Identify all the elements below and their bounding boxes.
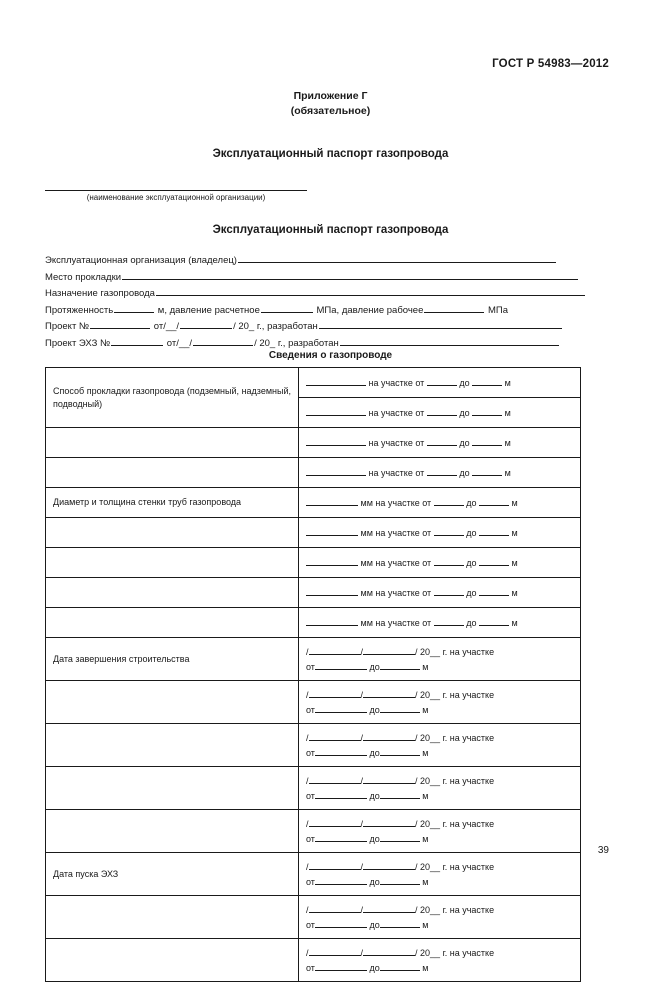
date-month-blank[interactable] (360, 730, 415, 743)
segment-from-blank[interactable] (315, 831, 367, 842)
segment-to: до (369, 877, 380, 887)
date-mask-start: / (306, 690, 309, 700)
date-mask-mid: / (360, 733, 364, 743)
table-row (46, 724, 581, 767)
row-value-laying-method (299, 368, 581, 398)
ecp-project-number-blank[interactable] (111, 334, 163, 346)
row-value-construction-date (299, 724, 581, 767)
date-mask-end: / 20__ (415, 690, 441, 700)
value-to-blank[interactable] (479, 615, 509, 626)
date-mask-mid: / (360, 647, 364, 657)
length-label: Протяженность (45, 304, 114, 316)
field-label: Место прокладки (45, 271, 122, 283)
table-row (46, 548, 581, 578)
value-mid: на участке от (375, 618, 432, 628)
segment-from-blank[interactable] (315, 917, 367, 928)
segment-to: до (369, 705, 380, 715)
segment-to: до (369, 662, 380, 672)
design-pressure-label: давление расчетное (169, 304, 260, 316)
table-row (46, 428, 581, 458)
segment-to-blank[interactable] (380, 960, 420, 971)
segment-from: от (306, 963, 315, 973)
row-value-laying-method (299, 458, 581, 488)
date-mask-start: / (306, 905, 309, 915)
segment-to-blank[interactable] (380, 745, 420, 756)
working-pressure-blank[interactable] (424, 301, 484, 313)
row-value-diameter (299, 608, 581, 638)
segment-from: от (306, 834, 315, 844)
annex-subtitle: (обязательное) (290, 105, 371, 117)
date-mask-end: / 20__ (415, 948, 441, 958)
row-value-diameter (299, 548, 581, 578)
value-mid: на участке от (368, 408, 425, 418)
date-day-blank[interactable] (309, 816, 361, 827)
table-row (46, 638, 581, 681)
row-label-empty (46, 428, 299, 458)
date-mask-mid: / (360, 776, 364, 786)
field-label: Назначение газопровода (45, 288, 155, 299)
value-to-blank[interactable] (472, 435, 502, 446)
segment-line (306, 874, 573, 889)
segment-unit: м (422, 877, 429, 887)
field-project-number (45, 317, 581, 334)
date-year-suffix: г. на участке (442, 905, 495, 915)
ecp-project-year-prefix: / 20_ (254, 337, 276, 349)
segment-from-blank[interactable] (315, 702, 367, 713)
segment-to-blank[interactable] (380, 659, 420, 670)
length-unit: м, (157, 304, 167, 316)
value-from-blank[interactable] (434, 615, 464, 626)
row-value-laying-method (299, 428, 581, 458)
date-year-suffix: г. на участке (442, 690, 495, 700)
value-blank[interactable] (306, 435, 366, 446)
standard-number-header: ГОСТ Р 54983—2012 (492, 58, 609, 70)
value-from-blank[interactable] (427, 375, 457, 386)
pipeline-info-table (45, 367, 581, 982)
table-row (46, 853, 581, 896)
value-to-blank[interactable] (479, 525, 509, 536)
working-pressure-label: давление рабочее (341, 304, 424, 316)
value-from-blank[interactable] (434, 585, 464, 596)
value-blank[interactable] (306, 375, 366, 386)
working-pressure-unit: МПа (488, 304, 509, 316)
ecp-project-from-label: от (166, 337, 177, 349)
date-day-blank[interactable] (309, 730, 361, 741)
value-blank[interactable] (306, 495, 358, 506)
date-mask-mid: / (360, 690, 364, 700)
date-year-suffix: г. на участке (442, 776, 495, 786)
annex-heading (0, 89, 661, 119)
length-blank[interactable] (114, 301, 154, 313)
value-to-blank[interactable] (479, 495, 509, 506)
design-pressure-blank[interactable] (261, 301, 313, 313)
value-blank[interactable] (306, 555, 358, 566)
date-mask-start: / (306, 733, 309, 743)
date-mask-start: / (306, 647, 309, 657)
date-day-blank[interactable] (309, 687, 361, 698)
date-mask-end: / 20__ (415, 733, 441, 743)
date-mask-end: / 20__ (415, 905, 441, 915)
row-label-empty (46, 548, 299, 578)
segment-line (306, 702, 573, 717)
date-year-suffix: г. на участке (442, 647, 495, 657)
annex-title: Приложение Г (293, 90, 368, 102)
date-year-suffix: г. на участке (442, 819, 495, 829)
segment-to: до (369, 963, 380, 973)
project-year-prefix: / 20_ (233, 321, 255, 332)
field-route-location (45, 268, 581, 285)
organization-caption: (наименование эксплуатационной организации) (86, 193, 266, 202)
field-pipeline-purpose (45, 284, 581, 301)
project-author-blank[interactable] (319, 317, 562, 329)
segment-from: от (306, 877, 315, 887)
row-value-construction-date (299, 638, 581, 681)
value-to: до (466, 528, 477, 538)
row-label-empty (46, 608, 299, 638)
row-value-construction-date (299, 767, 581, 810)
ecp-project-year-suffix: г., разработан (277, 337, 339, 349)
design-pressure-unit: МПа, (316, 304, 340, 316)
row-value-ecp-date (299, 896, 581, 939)
value-to: до (466, 558, 477, 568)
value-unit: м (511, 618, 518, 628)
value-mid: на участке от (368, 378, 425, 388)
field-length-and-pressure (45, 301, 581, 318)
value-to-blank[interactable] (472, 405, 502, 416)
field-blank[interactable] (122, 268, 578, 280)
date-month-blank[interactable] (360, 687, 415, 700)
segment-unit: м (422, 963, 429, 973)
field-blank[interactable] (156, 284, 585, 296)
value-blank[interactable] (306, 615, 358, 626)
row-label-construction-completion-date: Дата завершения строительства (46, 638, 299, 681)
value-blank[interactable] (306, 465, 366, 476)
value-blank[interactable] (306, 525, 358, 536)
date-mask-end: / 20__ (415, 776, 441, 786)
project-label: Проект № (45, 321, 90, 332)
row-label-empty (46, 518, 299, 548)
date-month-blank[interactable] (360, 773, 415, 786)
segment-unit: м (422, 748, 429, 758)
segment-from-blank[interactable] (315, 874, 367, 885)
date-mask-start: / (306, 776, 309, 786)
project-year-suffix: г., разработан (256, 321, 318, 332)
field-operating-organization (45, 251, 581, 268)
value-to-blank[interactable] (479, 585, 509, 596)
table-row (46, 458, 581, 488)
date-day-blank[interactable] (309, 945, 361, 956)
row-label-diameter-wall: Диаметр и толщина стенки труб газопровода (46, 488, 299, 518)
date-month-blank[interactable] (360, 945, 415, 958)
value-unit: м (511, 528, 518, 538)
segment-to-blank[interactable] (380, 917, 420, 928)
date-day-blank[interactable] (309, 644, 361, 655)
segment-to: до (369, 791, 380, 801)
value-from-blank[interactable] (434, 555, 464, 566)
page-number: 39 (597, 845, 609, 856)
table-caption: Сведения о газопроводе (268, 350, 393, 361)
value-from-blank[interactable] (434, 495, 464, 506)
segment-from: от (306, 748, 315, 758)
segment-unit: м (422, 920, 429, 930)
segment-line (306, 917, 573, 932)
passport-title: Эксплуатационный паспорт газопровода (212, 224, 449, 236)
row-label-empty (46, 939, 299, 982)
segment-line (306, 745, 573, 760)
table-row (46, 810, 581, 853)
segment-unit: м (422, 791, 429, 801)
date-mask-mid: / (360, 948, 364, 958)
segment-to-blank[interactable] (380, 702, 420, 713)
date-mask-mid: / (360, 905, 364, 915)
date-mask-mid: / (360, 862, 364, 872)
row-label-empty (46, 578, 299, 608)
date-mask-end: / 20__ (415, 819, 441, 829)
segment-to-blank[interactable] (380, 788, 420, 799)
date-day-blank[interactable] (309, 773, 361, 784)
table-row (46, 488, 581, 518)
date-month-blank[interactable] (360, 859, 415, 872)
value-to-blank[interactable] (472, 465, 502, 476)
table-row (46, 681, 581, 724)
value-from-blank[interactable] (427, 465, 457, 476)
segment-from: от (306, 705, 315, 715)
value-mid: на участке от (375, 498, 432, 508)
segment-line (306, 659, 573, 674)
value-blank[interactable] (306, 585, 358, 596)
row-label-laying-method: Способ прокладки газопровода (подземный, надземный, подводный) (46, 368, 299, 428)
ecp-project-date-blank[interactable] (193, 334, 253, 346)
value-blank[interactable] (306, 405, 366, 416)
value-unit-mm: мм (360, 498, 373, 508)
value-to: до (459, 438, 470, 448)
row-label-empty (46, 896, 299, 939)
value-mid: на участке от (375, 558, 432, 568)
value-to: до (466, 498, 477, 508)
value-unit-mm: мм (360, 588, 373, 598)
row-value-construction-date (299, 810, 581, 853)
form-fields (45, 251, 581, 350)
value-to: до (459, 468, 470, 478)
date-year-suffix: г. на участке (442, 733, 495, 743)
organization-name-line (45, 183, 307, 202)
value-from-blank[interactable] (434, 525, 464, 536)
date-day-blank[interactable] (309, 902, 361, 913)
segment-to: до (369, 748, 380, 758)
segment-from-blank[interactable] (315, 788, 367, 799)
value-unit: м (504, 468, 511, 478)
value-to: до (459, 378, 470, 388)
ecp-project-date-mask: /__/ (176, 337, 193, 349)
project-date-mask: /__/ (163, 321, 180, 332)
date-month-blank[interactable] (360, 816, 415, 829)
date-mask-start: / (306, 948, 309, 958)
project-from-label: от (153, 321, 164, 332)
value-unit-mm: мм (360, 528, 373, 538)
value-unit: м (504, 378, 511, 388)
date-mask-start: / (306, 819, 309, 829)
segment-unit: м (422, 662, 429, 672)
value-from-blank[interactable] (427, 405, 457, 416)
row-value-laying-method (299, 398, 581, 428)
row-label-ecp-startup-date: Дата пуска ЭХЗ (46, 853, 299, 896)
field-ecp-project-number (45, 334, 581, 351)
ecp-project-author-blank[interactable] (340, 334, 559, 346)
row-label-empty (46, 724, 299, 767)
segment-from-blank[interactable] (315, 659, 367, 670)
document-main-title: Эксплуатационный паспорт газопровода (212, 148, 449, 160)
table-row (46, 368, 581, 398)
segment-line (306, 788, 573, 803)
ecp-project-label: Проект ЭХЗ № (45, 337, 111, 349)
value-unit: м (504, 408, 511, 418)
date-year-suffix: г. на участке (442, 862, 495, 872)
row-value-diameter (299, 518, 581, 548)
value-unit: м (511, 558, 518, 568)
table-row (46, 608, 581, 638)
date-year-suffix: г. на участке (442, 948, 495, 958)
date-day-blank[interactable] (309, 859, 361, 870)
segment-from: от (306, 920, 315, 930)
date-mask-end: / 20__ (415, 862, 441, 872)
date-mask-mid: / (360, 819, 364, 829)
segment-to: до (369, 834, 380, 844)
row-label-empty (46, 458, 299, 488)
segment-from-blank[interactable] (315, 960, 367, 971)
segment-to-blank[interactable] (380, 874, 420, 885)
table-row (46, 578, 581, 608)
row-value-ecp-date (299, 939, 581, 982)
value-unit-mm: мм (360, 558, 373, 568)
row-value-diameter (299, 488, 581, 518)
value-unit: м (511, 588, 518, 598)
row-label-empty (46, 767, 299, 810)
segment-to: до (369, 920, 380, 930)
value-to: до (466, 618, 477, 628)
value-to-blank[interactable] (479, 555, 509, 566)
date-month-blank[interactable] (360, 902, 415, 915)
segment-line (306, 960, 573, 975)
field-blank[interactable] (238, 251, 556, 263)
value-to: до (459, 408, 470, 418)
segment-unit: м (422, 705, 429, 715)
row-value-diameter (299, 578, 581, 608)
value-from-blank[interactable] (427, 435, 457, 446)
field-label: Эксплуатационная организация (владелец) (45, 255, 237, 266)
table-row (46, 518, 581, 548)
project-number-blank[interactable] (90, 317, 150, 329)
value-mid: на участке от (368, 438, 425, 448)
table-row (46, 939, 581, 982)
segment-line (306, 831, 573, 846)
value-unit: м (511, 498, 518, 508)
row-label-empty (46, 681, 299, 724)
value-to-blank[interactable] (472, 375, 502, 386)
date-month-blank[interactable] (360, 644, 415, 657)
row-label-empty (46, 810, 299, 853)
segment-from: от (306, 791, 315, 801)
organization-rule (45, 183, 307, 191)
value-unit: м (504, 438, 511, 448)
row-value-ecp-date (299, 853, 581, 896)
segment-to-blank[interactable] (380, 831, 420, 842)
date-mask-start: / (306, 862, 309, 872)
value-unit-mm: мм (360, 618, 373, 628)
value-to: до (466, 588, 477, 598)
segment-from-blank[interactable] (315, 745, 367, 756)
project-date-blank[interactable] (180, 317, 232, 329)
segment-from: от (306, 662, 315, 672)
value-mid: на участке от (375, 528, 432, 538)
date-mask-end: / 20__ (415, 647, 441, 657)
row-value-construction-date (299, 681, 581, 724)
table-row (46, 767, 581, 810)
segment-unit: м (422, 834, 429, 844)
value-mid: на участке от (368, 468, 425, 478)
value-mid: на участке от (375, 588, 432, 598)
table-row (46, 896, 581, 939)
